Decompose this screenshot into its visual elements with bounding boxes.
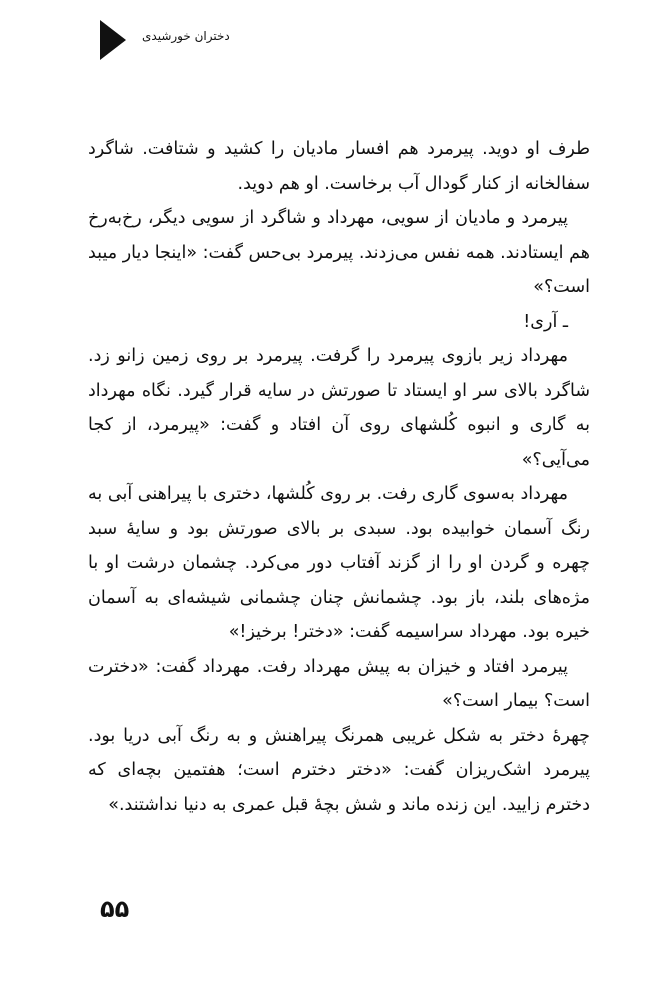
running-title: دختران خورشیدی [142,29,230,43]
page-header [100,20,250,60]
triangle-right-icon [100,20,126,60]
body-text [88,132,590,822]
paragraph-6: پیرمرد افتاد و خیزان به پیش مهرداد رفت. مهرداد گفت: «دخترت است؟ بیمار است؟» [88,656,590,711]
paragraph-3: ـ آری! [523,311,568,332]
paragraph-2: پیرمرد و مادیان از سویی، مهرداد و شاگرد از سویی دیگر، رخ‌به‌رخ هم ایستادند. همه نفس می‌زدند. پیرمرد بی‌حس گفت: «اینجا دیار میبد است؟» [88,208,590,297]
paragraph-7: چهرهٔ دختر به شکل غریبی همرنگ پیراهنش و به رنگ آبی دریا بود. پیرمرد اشک‌ریزان گفت: «دختر دخترم است؛ هفتمین بچه‌ای که دخترم زایید. این زنده ماند و شش بچهٔ قبل عمری به دنیا نداشتند.» [88,725,590,815]
paragraph-1: طرف او دوید. پیرمرد هم افسار مادیان را کشید و شتافت. شاگرد سفالخانه از کنار گودال آب برخاست. او هم دوید. [88,139,590,194]
paragraph-4: مهرداد زیر بازوی پیرمرد را گرفت. پیرمرد بر روی زمین زانو زد. شاگرد بالای سر او ایستاد تا صورتش در سایه قرار گیرد. نگاه مهرداد به گاری و انبوه کُلشهای روی آن افتاد و گفت: «پیرمرد، از کجا می‌آیی؟» [88,346,590,470]
paragraph-5: مهرداد به‌سوی گاری رفت. بر روی کُلشها، دختری با پیراهنی آبی به رنگ آسمان خوابیده بود. سبدی بر بالای صورتش بود و سایهٔ سبد چهره و گردن او را از گزند آفتاب دور می‌کرد. چشمان درشت او با مژه‌های بلند، باز بود. چشمانش چنان چشمانی شیشه‌ای به آسمان خیره بود. مهرداد سراسیمه گفت: «دختر! برخیز!» [88,484,590,642]
page-number: ۵۵ [100,895,130,923]
